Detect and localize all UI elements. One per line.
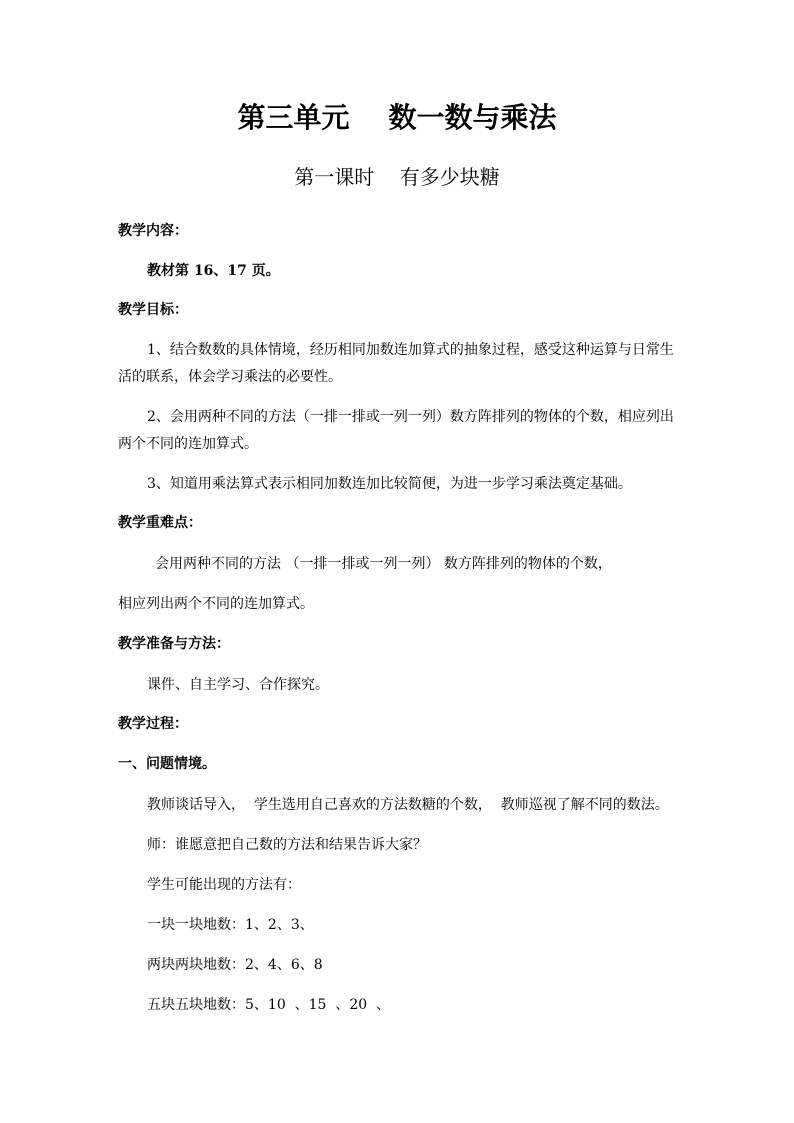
goal-3: 3、知道用乘法算式表示相同加数连加比较简便，为进一步学习乘法奠定基础。 <box>147 476 632 492</box>
heading-teaching-content: 教学内容： <box>118 223 188 239</box>
unit-title: 第三单元 数一数与乘法 <box>237 101 557 134</box>
preparation-text: 课件、自主学习、合作探究。 <box>147 677 329 693</box>
heading-preparation: 教学准备与方法： <box>118 636 230 652</box>
goal-2-line-2: 两个不同的连加算式。 <box>118 436 258 452</box>
goal-2-line-1: 2、会用两种不同的方法（一排一排或一列一列）数方阵排列的物体的个数，相应列出 <box>147 409 674 425</box>
heading-teaching-goals: 教学目标： <box>118 302 188 318</box>
goal-1-line-2: 活的联系，体会学习乘法的必要性。 <box>118 369 342 385</box>
key-points-line-1: 会用两种不同的方法 （一排一排或一列一列） 数方阵排列的物体的个数， <box>155 556 612 572</box>
method-count-by-twos: 两块两块地数：2、4、6、8 <box>147 957 323 973</box>
paragraph-intro: 教师谈话导入， 学生选用自己喜欢的方法数糖的个数， 教师巡视了解不同的数法。 <box>147 797 669 813</box>
heading-key-points: 教学重难点： <box>118 515 202 531</box>
key-points-line-2: 相应列出两个不同的连加算式。 <box>118 596 314 612</box>
heading-process: 教学过程： <box>118 716 188 732</box>
teaching-content-text: 教材第 16、17 页。 <box>147 263 280 279</box>
method-count-by-fives: 五块五块地数：5、10 、15 、20 、 <box>147 997 391 1013</box>
paragraph-teacher-question: 师：谁愿意把自己数的方法和结果告诉大家？ <box>147 837 427 853</box>
lesson-subtitle: 第一课时 有多少块糖 <box>294 165 500 189</box>
method-count-by-ones: 一块一块地数：1、2、3、 <box>147 917 314 933</box>
goal-1-line-1: 1、结合数数的具体情境，经历相同加数连加算式的抽象过程，感受这种运算与日常生 <box>147 342 674 358</box>
section-1-heading: 一、问题情境。 <box>118 756 216 772</box>
paragraph-methods-intro: 学生可能出现的方法有： <box>147 877 301 893</box>
